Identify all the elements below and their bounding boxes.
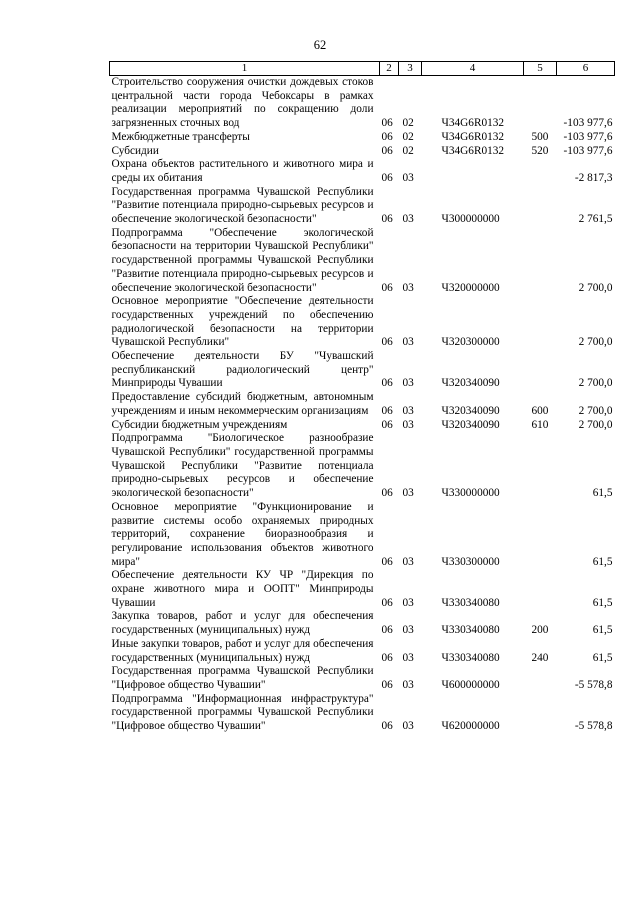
row-target-article: Ч330340080 [441, 596, 500, 609]
row-name: Подпрограмма "Информационная инфраструктура" государственной программы Чувашской Республики "Цифровое общество Чувашии" [111, 692, 374, 733]
table-row [110, 350, 615, 391]
row-expense-type [524, 350, 557, 391]
row-section: 06 [381, 213, 393, 226]
row-name: Строительство сооружения очистки дождевых стоков центральной части города Чебоксары в рамках реализации мероприятий по сокращению доли загрязненных сточных вод [111, 76, 374, 130]
row-target-article: Ч320340090 [441, 418, 500, 431]
row-section: 06 [381, 651, 393, 664]
row-section: 06 [381, 171, 393, 184]
table-header [110, 62, 615, 76]
row-name: Обеспечение деятельности БУ "Чувашский республиканский радиологический центр" Минприроды Чувашии [111, 350, 374, 390]
row-amount: 2 700,0 [578, 404, 613, 417]
table-row [110, 295, 615, 350]
row-subsection: 03 [402, 678, 414, 691]
row-target-article: Ч34G6R0132 [441, 117, 505, 130]
row-expense-type [524, 569, 557, 610]
column-header-2: 2 [380, 62, 399, 76]
column-header-5: 5 [524, 62, 557, 76]
column-header-4: 4 [422, 62, 524, 76]
row-name: Межбюджетные трансферты [111, 130, 250, 143]
row-expense-type: 500 [531, 130, 549, 143]
row-expense-type [524, 665, 557, 692]
row-subsection: 03 [402, 596, 414, 609]
row-expense-type [524, 295, 557, 350]
row-amount: -2 817,3 [574, 171, 613, 184]
table-row [110, 569, 615, 610]
row-expense-type [524, 693, 557, 734]
row-expense-type [524, 158, 557, 185]
row-amount: -5 578,8 [574, 678, 613, 691]
row-target-article: Ч300000000 [441, 213, 500, 226]
row-target-article: Ч330000000 [441, 487, 500, 500]
row-expense-type: 600 [531, 404, 549, 417]
row-subsection: 03 [402, 404, 414, 417]
page-number: 62 [313, 38, 327, 52]
table-row [110, 186, 615, 227]
table-row [110, 693, 615, 734]
row-name: Обеспечение деятельности КУ ЧР "Дирекция по охране животного мира и ООПТ" Минприроды Чувашии [111, 569, 374, 609]
row-name: Подпрограмма "Биологическое разнообразие Чувашской Республики" государственной программы Чувашской Республики "Развитие потенциала природно-сырьевых ресурсов и обеспечение экологической безопасности" [111, 432, 374, 500]
row-subsection: 03 [402, 651, 414, 664]
row-section: 06 [381, 678, 393, 691]
row-section: 06 [381, 281, 393, 294]
table-row [110, 501, 615, 570]
column-header-1: 1 [110, 62, 380, 76]
row-amount: 2 761,5 [578, 213, 613, 226]
row-expense-type: 200 [531, 624, 549, 637]
table-row [110, 391, 615, 418]
row-section: 06 [381, 404, 393, 417]
row-target-article: Ч330300000 [441, 555, 500, 568]
row-name: Подпрограмма "Обеспечение экологической безопасности на территории Чувашской Республики" государственной программы Чувашской Республики "Развитие потенциала природно-сырьевых ресурсов и обеспечение экологической безопасности" [111, 226, 374, 294]
row-subsection: 02 [402, 130, 414, 143]
row-amount: 2 700,0 [578, 336, 613, 349]
row-subsection: 02 [402, 117, 414, 130]
row-expense-type: 520 [531, 144, 549, 157]
row-name: Субсидии бюджетным учреждениям [111, 418, 288, 431]
row-name: Государственная программа Чувашской Республики "Цифровое общество Чувашии" [111, 665, 374, 691]
column-header-3: 3 [399, 62, 422, 76]
row-amount: 61,5 [592, 487, 613, 500]
row-section: 06 [381, 144, 393, 157]
row-amount: -5 578,8 [574, 720, 613, 733]
table-row [110, 227, 615, 296]
row-amount: 61,5 [592, 555, 613, 568]
row-section: 06 [381, 117, 393, 130]
row-amount: -103 977,6 [563, 117, 613, 130]
row-target-article: Ч330340080 [441, 651, 500, 664]
row-name: Субсидии [111, 144, 159, 157]
row-subsection: 03 [402, 487, 414, 500]
row-target-article: Ч600000000 [441, 678, 500, 691]
row-name: Закупка товаров, работ и услуг для обеспечения государственных (муниципальных) нужд [111, 610, 374, 637]
row-name: Основное мероприятие "Обеспечение деятельности государственных учреждений по обеспечению радиологической безопасности на территории Чувашской Республики" [111, 295, 374, 349]
table-row [110, 131, 615, 145]
row-amount: 2 700,0 [578, 377, 613, 390]
column-header-6: 6 [557, 62, 615, 76]
table-row [110, 432, 615, 501]
row-subsection: 03 [402, 624, 414, 637]
table-row [110, 158, 615, 185]
row-subsection: 03 [402, 213, 414, 226]
row-subsection: 02 [402, 144, 414, 157]
row-expense-type [524, 432, 557, 501]
row-amount: 2 700,0 [578, 418, 613, 431]
row-expense-type [524, 501, 557, 570]
row-target-article: Ч320340090 [441, 404, 500, 417]
row-name: Иные закупки товаров, работ и услуг для обеспечения государственных (муниципальных) нужд [111, 637, 374, 664]
row-name: Основное мероприятие "Функционирование и развитие системы особо охраняемых природных территорий, сохранение биоразнообразия и регулирование использования объектов животного мира" [111, 500, 374, 568]
row-section: 06 [381, 418, 393, 431]
row-amount: 2 700,0 [578, 281, 613, 294]
row-expense-type: 240 [531, 651, 549, 664]
table-row [110, 419, 615, 433]
row-target-article: Ч34G6R0132 [441, 144, 505, 157]
row-target-article: Ч34G6R0132 [441, 130, 505, 143]
row-target-article: Ч320340090 [441, 377, 500, 390]
row-subsection: 03 [402, 555, 414, 568]
row-section: 06 [381, 487, 393, 500]
header-row [110, 62, 615, 76]
row-section: 06 [381, 336, 393, 349]
row-section: 06 [381, 720, 393, 733]
table-row [110, 665, 615, 692]
row-subsection: 03 [402, 377, 414, 390]
row-name: Охрана объектов растительного и животного мира и среды их обитания [111, 158, 374, 184]
row-amount: 61,5 [592, 624, 613, 637]
row-subsection: 03 [402, 336, 414, 349]
table-row [110, 610, 615, 637]
row-name: Государственная программа Чувашской Республики "Развитие потенциала природно-сырьевых ресурсов и обеспечение экологической безопасности" [111, 185, 374, 226]
row-subsection: 03 [402, 720, 414, 733]
row-subsection: 03 [402, 418, 414, 431]
row-subsection: 03 [402, 171, 414, 184]
table-row [110, 76, 615, 131]
row-section: 06 [381, 377, 393, 390]
table-row [110, 145, 615, 159]
row-expense-type [524, 186, 557, 227]
row-target-article: Ч620000000 [441, 720, 500, 733]
row-subsection: 03 [402, 281, 414, 294]
row-target-article: Ч320300000 [441, 336, 500, 349]
row-section: 06 [381, 624, 393, 637]
row-section: 06 [381, 130, 393, 143]
row-section: 06 [381, 555, 393, 568]
row-target-article: Ч320000000 [441, 281, 500, 294]
budget-table [109, 61, 615, 734]
row-amount: 61,5 [592, 651, 613, 664]
row-target-article [422, 158, 524, 185]
row-amount: -103 977,6 [563, 144, 613, 157]
row-expense-type [524, 76, 557, 131]
row-section: 06 [381, 596, 393, 609]
table-body [110, 76, 615, 734]
row-target-article: Ч330340080 [441, 624, 500, 637]
row-name: Предоставление субсидий бюджетным, автономным учреждениям и иным некоммерческим организациям [111, 391, 374, 417]
row-amount: 61,5 [592, 596, 613, 609]
table-row [110, 638, 615, 665]
row-expense-type [524, 227, 557, 296]
row-expense-type: 610 [531, 418, 549, 431]
row-amount: -103 977,6 [563, 130, 613, 143]
